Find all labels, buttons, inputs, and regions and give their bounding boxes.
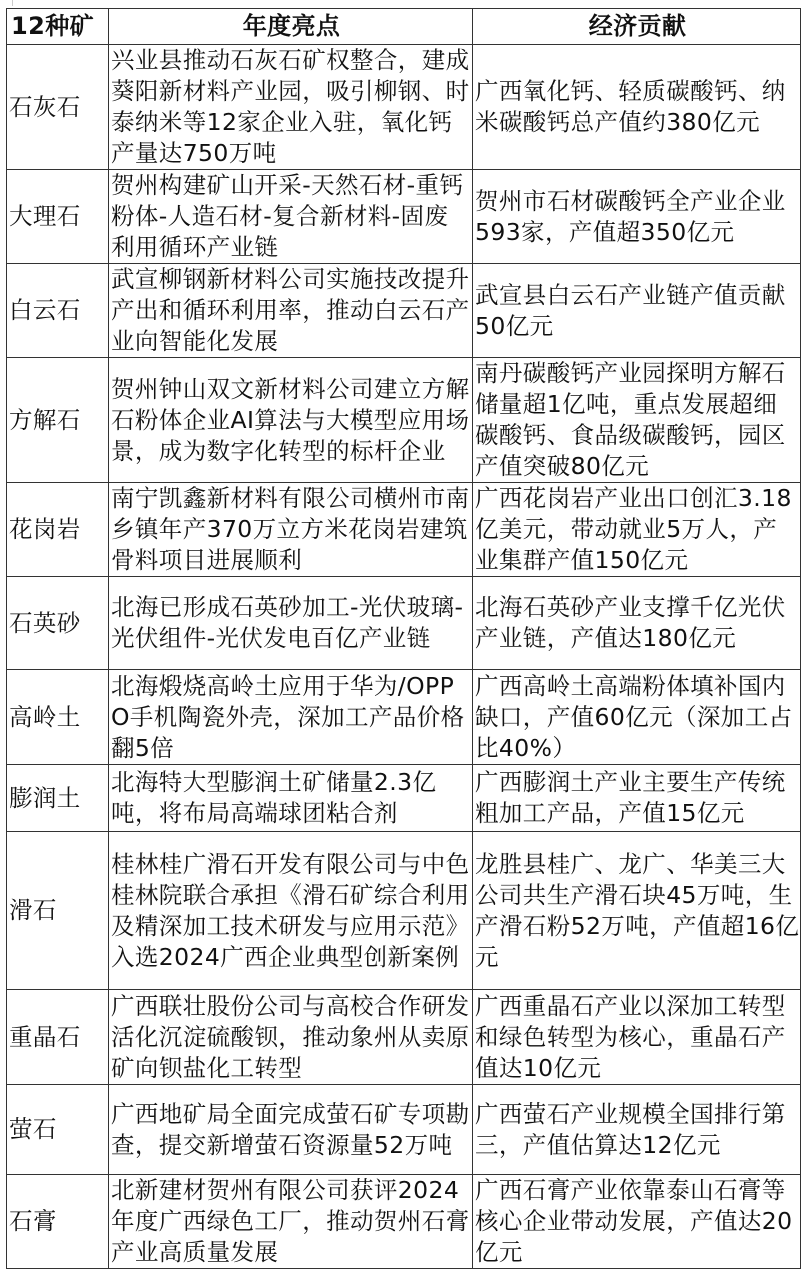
- table-row: [7, 45, 801, 170]
- mineral-cell: 滑石: [7, 832, 109, 990]
- contribution-cell: 广西石膏产业依靠泰山石膏等核心企业带动发展，产值达20亿元: [473, 1175, 801, 1269]
- table-row: [7, 264, 801, 358]
- mineral-cell: 膨润土: [7, 765, 109, 832]
- divider: [12, 0, 13, 6]
- top-margin: [0, 0, 802, 8]
- mineral-cell: 高岭土: [7, 670, 109, 765]
- highlight-cell: 贺州构建矿山开采-天然石材-重钙粉体-人造石材-复合新材料-固废利用循环产业链: [109, 170, 473, 264]
- contribution-cell: 广西膨润土产业主要生产传统粗加工产品，产值15亿元: [473, 765, 801, 832]
- contribution-cell: 广西重晶石产业以深加工转型和绿色转型为核心，重晶石产值达10亿元: [473, 990, 801, 1085]
- header-mineral: 12种矿: [7, 9, 109, 45]
- contribution-cell: 龙胜县桂广、龙广、华美三大公司共生产滑石块45万吨，生产滑石粉52万吨，产值超16亿元: [473, 832, 801, 990]
- minerals-table: [6, 8, 801, 1269]
- mineral-cell: 花岗岩: [7, 483, 109, 577]
- highlight-cell: 武宣柳钢新材料公司实施技改提升产出和循环利用率，推动白云石产业向智能化发展: [109, 264, 473, 358]
- contribution-cell: 武宣县白云石产业链产值贡献50亿元: [473, 264, 801, 358]
- mineral-cell: 石英砂: [7, 577, 109, 670]
- contribution-cell: 广西萤石产业规模全国排行第三，产值估算达12亿元: [473, 1085, 801, 1175]
- table-row: [7, 1175, 801, 1269]
- header-highlight: 年度亮点: [109, 9, 473, 45]
- contribution-cell: 广西高岭土高端粉体填补国内缺口，产值60亿元（深加工占比40%）: [473, 670, 801, 765]
- highlight-cell: 兴业县推动石灰石矿权整合，建成葵阳新材料产业园，吸引柳钢、时泰纳米等12家企业入驻，氧化钙产量达750万吨: [109, 45, 473, 170]
- table-row: [7, 577, 801, 670]
- mineral-cell: 萤石: [7, 1085, 109, 1175]
- contribution-cell: 广西氧化钙、轻质碳酸钙、纳米碳酸钙总产值约380亿元: [473, 45, 801, 170]
- contribution-cell: 广西花岗岩产业出口创汇3.18亿美元，带动就业5万人，产业集群产值150亿元: [473, 483, 801, 577]
- contribution-cell: 南丹碳酸钙产业园探明方解石储量超1亿吨，重点发展超细碳酸钙、食品级碳酸钙，园区产值突破80亿元: [473, 358, 801, 483]
- highlight-cell: 贺州钟山双文新材料公司建立方解石粉体企业AI算法与大模型应用场景，成为数字化转型的标杆企业: [109, 358, 473, 483]
- mineral-cell: 重晶石: [7, 990, 109, 1085]
- header-row: [7, 9, 801, 45]
- mineral-cell: 石灰石: [7, 45, 109, 170]
- highlight-cell: 南宁凯鑫新材料有限公司横州市南乡镇年产370万立方米花岗岩建筑骨料项目进展顺利: [109, 483, 473, 577]
- mineral-cell: 白云石: [7, 264, 109, 358]
- highlight-cell: 北海特大型膨润土矿储量2.3亿吨，将布局高端球团粘合剂: [109, 765, 473, 832]
- table-row: [7, 483, 801, 577]
- table-row: [7, 1085, 801, 1175]
- highlight-cell: 北海煅烧高岭土应用于华为/OPPO手机陶瓷外壳，深加工产品价格翻5倍: [109, 670, 473, 765]
- highlight-cell: 广西联壮股份公司与高校合作研发活化沉淀硫酸钡，推动象州从卖原矿向钡盐化工转型: [109, 990, 473, 1085]
- table-row: [7, 765, 801, 832]
- contribution-cell: 贺州市石材碳酸钙全产业企业593家，产值超350亿元: [473, 170, 801, 264]
- table-row: [7, 832, 801, 990]
- table-row: [7, 670, 801, 765]
- highlight-cell: 桂林桂广滑石开发有限公司与中色桂林院联合承担《滑石矿综合利用及精深加工技术研发与应用示范》入选2024广西企业典型创新案例: [109, 832, 473, 990]
- table-row: [7, 990, 801, 1085]
- mineral-cell: 方解石: [7, 358, 109, 483]
- highlight-cell: 广西地矿局全面完成萤石矿专项勘查，提交新增萤石资源量52万吨: [109, 1085, 473, 1175]
- mineral-cell: 石膏: [7, 1175, 109, 1269]
- contribution-cell: 北海石英砂产业支撑千亿光伏产业链，产值达180亿元: [473, 577, 801, 670]
- table-row: [7, 358, 801, 483]
- table-row: [7, 170, 801, 264]
- header-contribution: 经济贡献: [473, 9, 801, 45]
- highlight-cell: 北新建材贺州有限公司获评2024年度广西绿色工厂，推动贺州石膏产业高质量发展: [109, 1175, 473, 1269]
- highlight-cell: 北海已形成石英砂加工-光伏玻璃-光伏组件-光伏发电百亿产业链: [109, 577, 473, 670]
- mineral-cell: 大理石: [7, 170, 109, 264]
